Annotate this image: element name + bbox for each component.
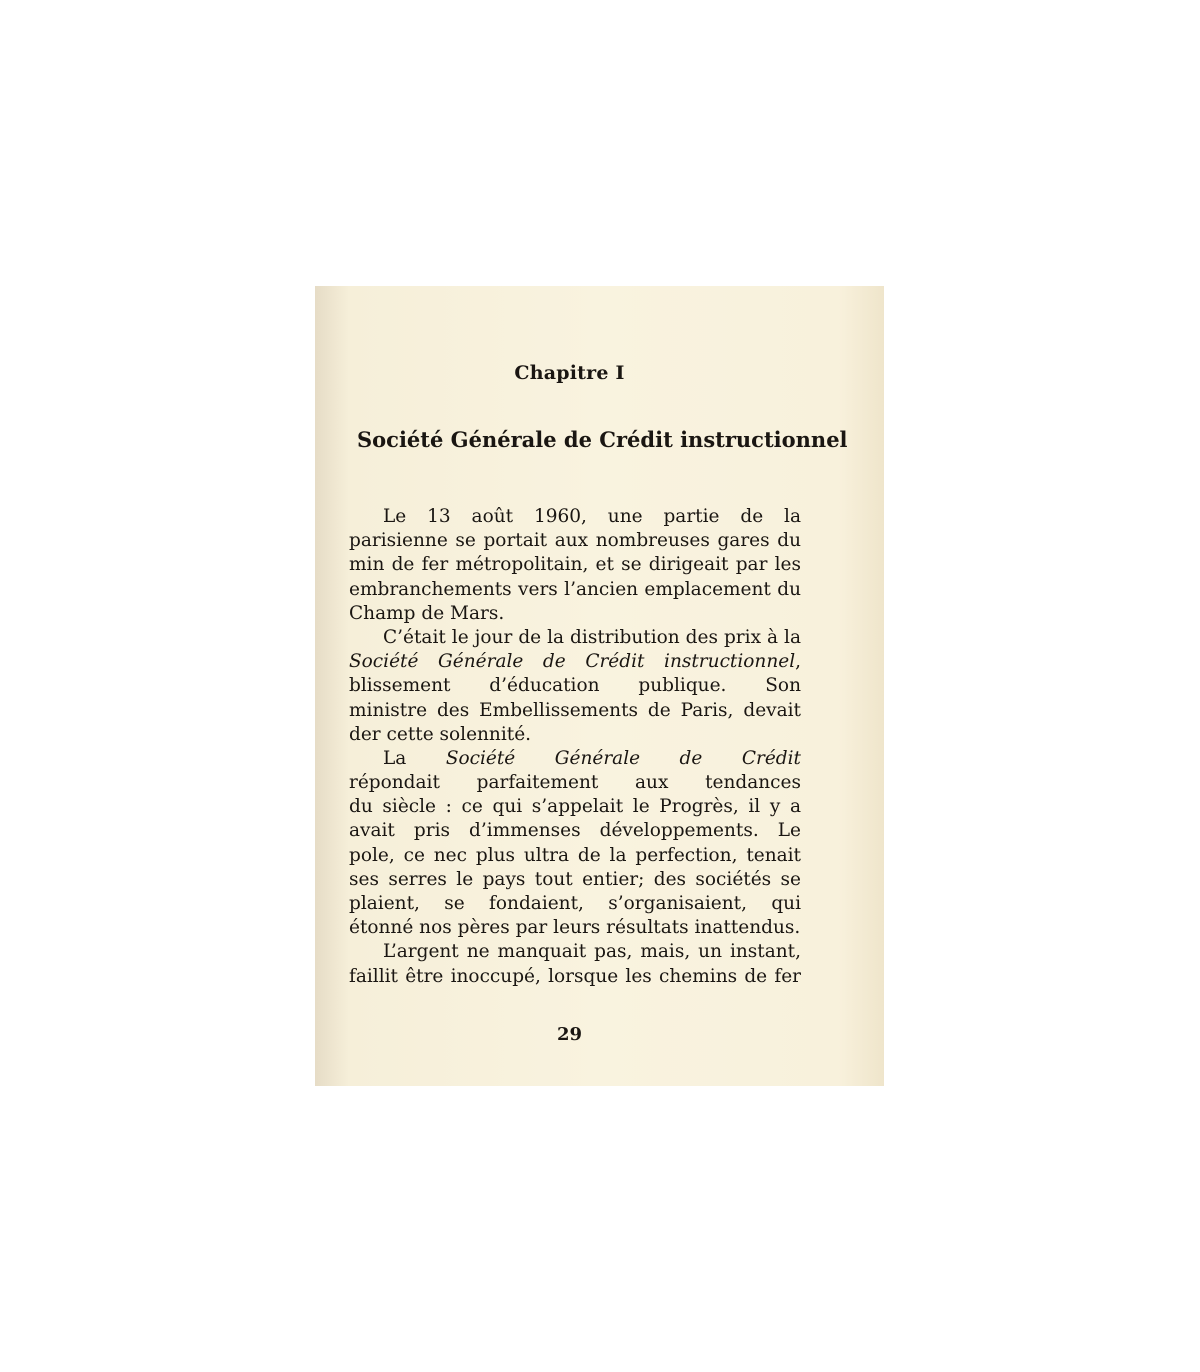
text-fragment: La xyxy=(383,747,446,769)
text-line: ses serres le pays tout entier; des sociétés se xyxy=(349,868,801,890)
text-line: parisienne se portait aux nombreuses gares du xyxy=(349,530,801,552)
text-fragment: , xyxy=(795,651,801,673)
chapter-label: Chapitre I xyxy=(514,362,625,384)
text-line: faillit être inoccupé, lorsque les chemins de fer xyxy=(349,965,801,987)
text-line: L’argent ne manquait pas, mais, un instant, xyxy=(383,941,801,963)
text-line: étonné nos pères par leurs résultats inattendus. xyxy=(349,917,801,939)
text-line: avait pris d’immenses développements. Le xyxy=(349,820,801,842)
chapter-title: Société Générale de Crédit instructionnel xyxy=(357,427,848,452)
text-line: embranchements vers l’ancien emplacement du xyxy=(349,578,801,600)
text-line: der cette solennité. xyxy=(349,723,532,745)
text-line: plaient, se fondaient, s’organisaient, qui xyxy=(349,893,801,914)
text-line: ministre des Embellissements de Paris, devait xyxy=(349,699,801,721)
italic-title: Société Générale de Crédit xyxy=(445,747,801,769)
text-line: du siècle : ce qui s’appelait le Progrès, il y a xyxy=(349,796,801,818)
text-line xyxy=(349,650,801,674)
page-number: 29 xyxy=(556,1024,583,1045)
text-line xyxy=(349,747,801,771)
body-text xyxy=(349,505,801,989)
text-line: blissement d’éducation publique. Son xyxy=(349,675,801,697)
text-line: Champ de Mars. xyxy=(349,602,505,624)
text-line: min de fer métropolitain, et se dirigeait par les xyxy=(349,554,801,576)
book-page xyxy=(315,286,884,1086)
text-line: répondait parfaitement aux tendances xyxy=(349,772,801,794)
italic-title: Société Générale de Crédit instructionnel xyxy=(349,651,796,673)
text-line: C’était le jour de la distribution des prix à la xyxy=(383,626,801,648)
text-line: Le 13 août 1960, une partie de la xyxy=(383,506,801,527)
text-line: pole, ce nec plus ultra de la perfection, tenait xyxy=(349,844,801,866)
